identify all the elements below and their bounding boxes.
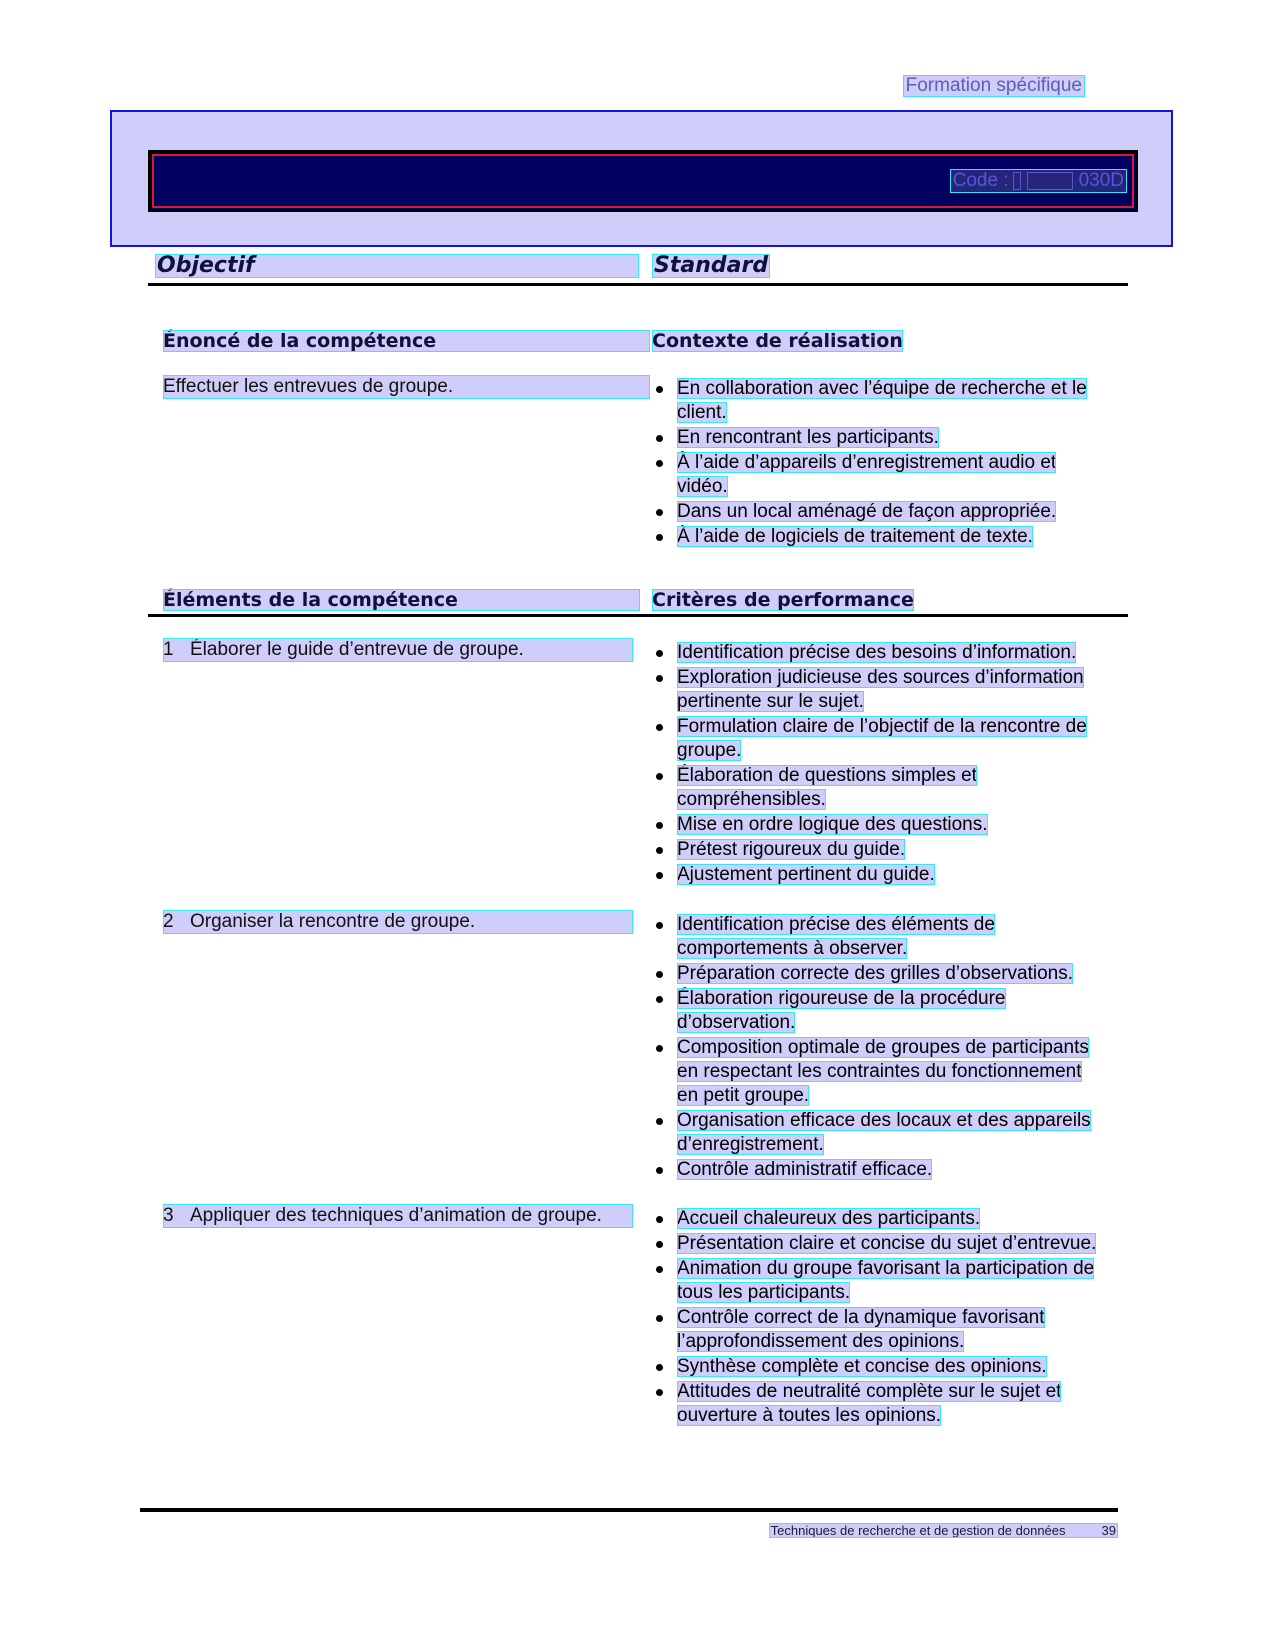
bullet-icon (656, 971, 663, 978)
list-item: Mise en ordre logique des questions. (652, 813, 1104, 837)
list-item: Élaboration de questions simples et compréhensibles. (652, 764, 1104, 812)
criteres-heading: Critères de performance (652, 589, 914, 611)
code-field-box (1027, 172, 1073, 190)
page-footer (769, 1523, 1118, 1538)
bullet-icon (656, 773, 663, 780)
heading-rule (148, 283, 1128, 286)
element-number: 1 (163, 639, 174, 660)
competence-statement: Effectuer les entrevues de groupe. (163, 375, 650, 399)
element-text: Élaborer le guide d’entrevue de groupe. (190, 639, 524, 660)
list-item: Dans un local aménagé de façon appropriée. (652, 500, 1104, 524)
bullet-icon (656, 386, 663, 393)
objectif-heading: Objectif (155, 254, 639, 278)
competence-code (950, 169, 1127, 193)
section-label: Formation spécifique (903, 75, 1085, 97)
bullet-icon (656, 1266, 663, 1273)
page-number: 39 (1101, 1523, 1116, 1538)
bullet-icon (656, 435, 663, 442)
list-item: En collaboration avec l’équipe de recherche et le client. (652, 377, 1104, 425)
bullet-icon (656, 724, 663, 731)
bullet-icon (656, 847, 663, 854)
list-item: Identification précise des besoins d’information. (652, 641, 1104, 665)
element-text: Appliquer des techniques d’animation de groupe. (190, 1205, 602, 1226)
criteres-list-2 (652, 913, 1104, 1183)
list-item: À l’aide de logiciels de traitement de texte. (652, 525, 1104, 549)
bullet-icon (656, 534, 663, 541)
footer-rule (140, 1508, 1118, 1512)
element-text: Organiser la rencontre de groupe. (190, 911, 476, 932)
bullet-icon (656, 1216, 663, 1223)
bullet-icon (656, 922, 663, 929)
code-label: Code : (952, 170, 1009, 191)
bullet-icon (656, 1364, 663, 1371)
bullet-icon (656, 996, 663, 1003)
bullet-icon (656, 1045, 663, 1052)
element-2 (163, 910, 633, 934)
list-item: Présentation claire et concise du sujet d’entrevue. (652, 1232, 1104, 1256)
bullet-icon (656, 460, 663, 467)
element-3 (163, 1204, 633, 1228)
bullet-icon (656, 1241, 663, 1248)
list-item: Formulation claire de l’objectif de la rencontre de groupe. (652, 715, 1104, 763)
contexte-list (652, 377, 1104, 550)
bullet-icon (656, 509, 663, 516)
contexte-heading: Contexte de réalisation (652, 330, 903, 352)
code-separator (1013, 172, 1021, 190)
criteres-list-3 (652, 1207, 1104, 1429)
list-item: Préparation correcte des grilles d’observations. (652, 962, 1104, 986)
bullet-icon (656, 675, 663, 682)
bullet-icon (656, 1389, 663, 1396)
element-1 (163, 638, 633, 662)
list-item: Prétest rigoureux du guide. (652, 838, 1104, 862)
list-item: Contrôle correct de la dynamique favorisant l’approfondissement des opinions. (652, 1306, 1104, 1354)
element-number: 3 (163, 1205, 174, 1226)
list-item: Composition optimale de groupes de participants en respectant les contraintes du fonctionnement en petit groupe. (652, 1036, 1104, 1108)
bullet-icon (656, 822, 663, 829)
list-item: Exploration judicieuse des sources d’information pertinente sur le sujet. (652, 666, 1104, 714)
list-item: Organisation efficace des locaux et des appareils d’enregistrement. (652, 1109, 1104, 1157)
bullet-icon (656, 1167, 663, 1174)
list-item: Accueil chaleureux des participants. (652, 1207, 1104, 1231)
standard-heading: Standard (654, 253, 769, 278)
list-item: Contrôle administratif efficace. (652, 1158, 1104, 1182)
list-item: Élaboration rigoureuse de la procédure d’observation. (652, 987, 1104, 1035)
list-item: Synthèse complète et concise des opinions. (652, 1355, 1104, 1379)
elements-heading: Éléments de la compétence (163, 589, 640, 611)
program-name: Techniques de recherche et de gestion de données (770, 1523, 1066, 1538)
bullet-icon (656, 1315, 663, 1322)
list-item: Attitudes de neutralité complète sur le sujet et ouverture à toutes les opinions. (652, 1380, 1104, 1428)
enonce-heading: Énoncé de la compétence (163, 330, 650, 352)
list-item: Identification précise des éléments de comportements à observer. (652, 913, 1104, 961)
code-value: 030D (1078, 170, 1124, 191)
bullet-icon (656, 872, 663, 879)
criteres-list-1 (652, 641, 1104, 888)
list-item: Animation du groupe favorisant la participation de tous les participants. (652, 1257, 1104, 1305)
list-item: Ajustement pertinent du guide. (652, 863, 1104, 887)
bullet-icon (656, 650, 663, 657)
list-item: À l’aide d’appareils d’enregistrement audio et vidéo. (652, 451, 1104, 499)
element-number: 2 (163, 911, 174, 932)
bullet-icon (656, 1118, 663, 1125)
elements-rule (148, 614, 1128, 617)
list-item: En rencontrant les participants. (652, 426, 1104, 450)
